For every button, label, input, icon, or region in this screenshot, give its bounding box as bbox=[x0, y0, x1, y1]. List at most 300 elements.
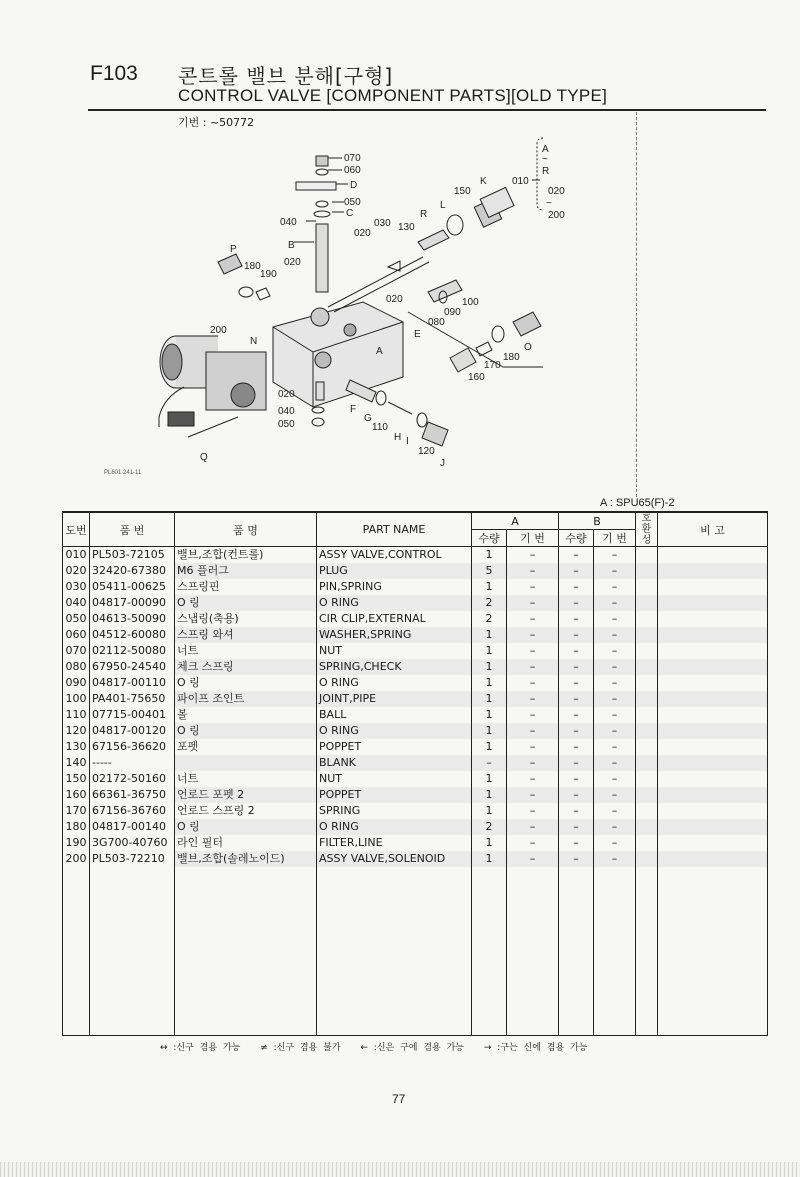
table-row bbox=[63, 563, 768, 579]
cell-name-en: O RING bbox=[317, 819, 472, 835]
svg-text:R: R bbox=[542, 166, 550, 177]
cell-remarks bbox=[658, 771, 768, 787]
cell-a-serial: – bbox=[507, 771, 559, 787]
cell-part-no: 04817-00110 bbox=[90, 675, 175, 691]
cell-interchange bbox=[636, 755, 658, 771]
cell-b-qty: – bbox=[559, 595, 594, 611]
cell-b-serial: – bbox=[594, 739, 636, 755]
svg-text:100: 100 bbox=[462, 297, 479, 308]
cell-a-qty: – bbox=[472, 755, 507, 771]
cell-name-ko: 파이프 조인트 bbox=[175, 691, 317, 707]
cell-b-serial: – bbox=[594, 611, 636, 627]
cell-name-en: ASSY VALVE,SOLENOID bbox=[317, 851, 472, 867]
exploded-parts-diagram bbox=[88, 112, 648, 492]
cell-name-en: SPRING,CHECK bbox=[317, 659, 472, 675]
cell-remarks bbox=[658, 851, 768, 867]
cell-name-en: PIN,SPRING bbox=[317, 579, 472, 595]
figure-code: PL601 241-11 bbox=[104, 470, 142, 476]
header-b-qty: 수량 bbox=[559, 530, 594, 547]
empty-cell bbox=[90, 867, 175, 1036]
cell-name-en: JOINT,PIPE bbox=[317, 691, 472, 707]
cell-remarks bbox=[658, 579, 768, 595]
cell-b-serial: – bbox=[594, 771, 636, 787]
cell-ref: 190 bbox=[63, 835, 90, 851]
cell-a-serial: – bbox=[507, 547, 559, 564]
cell-interchange bbox=[636, 611, 658, 627]
legend-item: ≠ :신구 겸용 불가 bbox=[260, 1043, 341, 1053]
cell-a-qty: 1 bbox=[472, 771, 507, 787]
cell-remarks bbox=[658, 659, 768, 675]
cell-a-serial: – bbox=[507, 755, 559, 771]
empty-cell bbox=[559, 867, 594, 1036]
svg-text:030: 030 bbox=[374, 218, 391, 229]
cell-ref: 110 bbox=[63, 707, 90, 723]
cell-part-no: 67156-36760 bbox=[90, 803, 175, 819]
cell-name-en: NUT bbox=[317, 771, 472, 787]
cell-ref: 130 bbox=[63, 739, 90, 755]
cell-a-qty: 1 bbox=[472, 675, 507, 691]
scan-edge bbox=[0, 1162, 800, 1177]
svg-text:L: L bbox=[440, 200, 446, 211]
cell-a-qty: 1 bbox=[472, 707, 507, 723]
cell-ref: 060 bbox=[63, 627, 90, 643]
legend-item: → :구는 신에 겸용 가능 bbox=[483, 1043, 588, 1053]
svg-text:~: ~ bbox=[546, 198, 552, 209]
svg-text:~: ~ bbox=[542, 154, 548, 165]
cell-a-serial: – bbox=[507, 787, 559, 803]
cell-a-qty: 2 bbox=[472, 611, 507, 627]
cell-name-en: NUT bbox=[317, 643, 472, 659]
svg-text:050: 050 bbox=[278, 419, 295, 430]
cell-interchange bbox=[636, 627, 658, 643]
cell-interchange bbox=[636, 675, 658, 691]
table-row bbox=[63, 579, 768, 595]
empty-cell bbox=[317, 867, 472, 1036]
svg-text:040: 040 bbox=[280, 217, 297, 228]
cell-name-ko: 밸브,조합(솔레노이드) bbox=[175, 851, 317, 867]
svg-text:090: 090 bbox=[444, 307, 461, 318]
table-row bbox=[63, 835, 768, 851]
cell-name-en: O RING bbox=[317, 595, 472, 611]
svg-text:020: 020 bbox=[386, 294, 403, 305]
empty-cell bbox=[472, 867, 507, 1036]
svg-text:020: 020 bbox=[354, 228, 371, 239]
cell-ref: 150 bbox=[63, 771, 90, 787]
cell-part-no: PL503-72210 bbox=[90, 851, 175, 867]
cell-name-en: SPRING bbox=[317, 803, 472, 819]
cell-b-serial: – bbox=[594, 787, 636, 803]
cell-b-qty: – bbox=[559, 835, 594, 851]
section-code: F103 bbox=[90, 62, 138, 85]
cell-b-qty: – bbox=[559, 771, 594, 787]
cell-remarks bbox=[658, 691, 768, 707]
svg-text:I: I bbox=[406, 436, 409, 447]
interchange-legend bbox=[160, 1040, 601, 1053]
cell-a-qty: 1 bbox=[472, 851, 507, 867]
svg-text:160: 160 bbox=[468, 372, 485, 383]
cell-interchange bbox=[636, 595, 658, 611]
cell-b-qty: – bbox=[559, 691, 594, 707]
cell-name-en: PLUG bbox=[317, 563, 472, 579]
cell-a-qty: 5 bbox=[472, 563, 507, 579]
table-row bbox=[63, 659, 768, 675]
cell-b-serial: – bbox=[594, 691, 636, 707]
svg-text:K: K bbox=[480, 176, 487, 187]
cell-b-serial: – bbox=[594, 579, 636, 595]
cell-remarks bbox=[658, 739, 768, 755]
cell-interchange bbox=[636, 547, 658, 564]
cell-interchange bbox=[636, 851, 658, 867]
cell-remarks bbox=[658, 819, 768, 835]
cell-part-no: 07715-00401 bbox=[90, 707, 175, 723]
svg-text:A: A bbox=[542, 144, 549, 155]
cell-b-serial: – bbox=[594, 835, 636, 851]
cell-a-serial: – bbox=[507, 691, 559, 707]
cell-ref: 020 bbox=[63, 563, 90, 579]
cell-name-ko: 밸브,조합(컨트롤) bbox=[175, 547, 317, 564]
table-row bbox=[63, 771, 768, 787]
cell-a-qty: 1 bbox=[472, 691, 507, 707]
svg-text:G: G bbox=[364, 413, 372, 424]
cell-a-qty: 1 bbox=[472, 643, 507, 659]
cell-interchange bbox=[636, 563, 658, 579]
cell-a-serial: – bbox=[507, 835, 559, 851]
empty-cell bbox=[636, 867, 658, 1036]
cell-a-serial: – bbox=[507, 723, 559, 739]
cell-interchange bbox=[636, 659, 658, 675]
table-row bbox=[63, 627, 768, 643]
cell-remarks bbox=[658, 835, 768, 851]
cell-part-no: 67156-36620 bbox=[90, 739, 175, 755]
cell-a-qty: 1 bbox=[472, 547, 507, 564]
cell-a-qty: 1 bbox=[472, 723, 507, 739]
svg-text:020: 020 bbox=[548, 186, 565, 197]
table-row bbox=[63, 707, 768, 723]
cell-ref: 070 bbox=[63, 643, 90, 659]
cell-remarks bbox=[658, 595, 768, 611]
cell-remarks bbox=[658, 643, 768, 659]
cell-remarks bbox=[658, 755, 768, 771]
cell-b-qty: – bbox=[559, 851, 594, 867]
table-row bbox=[63, 547, 768, 564]
table-row bbox=[63, 675, 768, 691]
cell-part-no: 02112-50080 bbox=[90, 643, 175, 659]
legend-item: ← :신은 구에 겸용 가능 bbox=[360, 1043, 464, 1053]
svg-text:F: F bbox=[350, 404, 357, 415]
svg-text:110: 110 bbox=[372, 422, 388, 433]
cell-b-qty: – bbox=[559, 659, 594, 675]
cell-a-qty: 2 bbox=[472, 819, 507, 835]
cell-part-no: ----- bbox=[90, 755, 175, 771]
svg-text:020: 020 bbox=[278, 389, 295, 400]
cell-interchange bbox=[636, 739, 658, 755]
cell-part-no: 32420-67380 bbox=[90, 563, 175, 579]
cell-ref: 170 bbox=[63, 803, 90, 819]
header-interchange: 호 환 성 bbox=[636, 512, 658, 547]
cell-b-qty: – bbox=[559, 723, 594, 739]
cell-name-en: POPPET bbox=[317, 739, 472, 755]
cell-part-no: 04817-00090 bbox=[90, 595, 175, 611]
svg-text:020: 020 bbox=[284, 257, 301, 268]
cell-a-qty: 1 bbox=[472, 627, 507, 643]
cell-b-qty: – bbox=[559, 739, 594, 755]
table-row bbox=[63, 851, 768, 867]
cell-a-qty: 1 bbox=[472, 739, 507, 755]
cell-remarks bbox=[658, 547, 768, 564]
cell-interchange bbox=[636, 803, 658, 819]
cell-part-no: 66361-36750 bbox=[90, 787, 175, 803]
cell-remarks bbox=[658, 803, 768, 819]
cell-interchange bbox=[636, 787, 658, 803]
cell-b-qty: – bbox=[559, 547, 594, 564]
cell-a-serial: – bbox=[507, 627, 559, 643]
cell-name-ko: 너트 bbox=[175, 643, 317, 659]
svg-text:E: E bbox=[414, 329, 421, 340]
cell-part-no: 04613-50090 bbox=[90, 611, 175, 627]
cell-name-ko: M6 플러그 bbox=[175, 563, 317, 579]
cell-name-ko: 라인 필터 bbox=[175, 835, 317, 851]
svg-text:200: 200 bbox=[548, 210, 565, 221]
svg-text:040: 040 bbox=[278, 406, 295, 417]
cell-b-serial: – bbox=[594, 627, 636, 643]
svg-text:180: 180 bbox=[244, 261, 261, 272]
table-row bbox=[63, 755, 768, 771]
model-note: A : SPU65(F)-2 bbox=[600, 497, 675, 509]
cell-name-en: BLANK bbox=[317, 755, 472, 771]
svg-text:D: D bbox=[350, 180, 358, 191]
cell-a-qty: 1 bbox=[472, 787, 507, 803]
cell-interchange bbox=[636, 643, 658, 659]
cell-part-no: 67950-24540 bbox=[90, 659, 175, 675]
cell-interchange bbox=[636, 579, 658, 595]
cell-b-qty: – bbox=[559, 819, 594, 835]
table-row bbox=[63, 803, 768, 819]
svg-text:R: R bbox=[420, 209, 428, 220]
cell-name-ko: 너트 bbox=[175, 771, 317, 787]
cell-interchange bbox=[636, 691, 658, 707]
serial-range: 기번 : ~50772 bbox=[178, 116, 255, 129]
table-filler bbox=[63, 867, 768, 1036]
svg-text:130: 130 bbox=[398, 222, 415, 233]
table-row bbox=[63, 739, 768, 755]
cell-b-serial: – bbox=[594, 851, 636, 867]
cell-b-serial: – bbox=[594, 723, 636, 739]
cell-b-qty: – bbox=[559, 579, 594, 595]
table-row bbox=[63, 611, 768, 627]
svg-text:080: 080 bbox=[428, 317, 445, 328]
table-row bbox=[63, 787, 768, 803]
cell-b-serial: – bbox=[594, 659, 636, 675]
cell-b-serial: – bbox=[594, 563, 636, 579]
svg-text:O: O bbox=[524, 342, 532, 353]
cell-a-serial: – bbox=[507, 675, 559, 691]
cell-name-en: CIR CLIP,EXTERNAL bbox=[317, 611, 472, 627]
header-part-no: 품 번 bbox=[90, 512, 175, 547]
cell-ref: 040 bbox=[63, 595, 90, 611]
svg-text:Q: Q bbox=[200, 452, 208, 463]
header-remarks: 비 고 bbox=[658, 512, 768, 547]
cell-name-ko: 스냅링(축용) bbox=[175, 611, 317, 627]
cell-name-en: POPPET bbox=[317, 787, 472, 803]
svg-text:150: 150 bbox=[454, 186, 471, 197]
cell-name-ko: 볼 bbox=[175, 707, 317, 723]
header-name-ko: 품 명 bbox=[175, 512, 317, 547]
cell-name-ko: 스프링핀 bbox=[175, 579, 317, 595]
cell-interchange bbox=[636, 707, 658, 723]
cell-a-serial: – bbox=[507, 819, 559, 835]
cell-remarks bbox=[658, 563, 768, 579]
cell-interchange bbox=[636, 819, 658, 835]
cell-a-serial: – bbox=[507, 659, 559, 675]
cell-a-serial: – bbox=[507, 643, 559, 659]
title-divider bbox=[88, 109, 766, 111]
cell-ref: 140 bbox=[63, 755, 90, 771]
cell-b-serial: – bbox=[594, 707, 636, 723]
cell-a-serial: – bbox=[507, 803, 559, 819]
cell-a-serial: – bbox=[507, 595, 559, 611]
cell-name-ko bbox=[175, 755, 317, 771]
cell-ref: 180 bbox=[63, 819, 90, 835]
svg-text:050: 050 bbox=[344, 197, 361, 208]
cell-a-serial: – bbox=[507, 579, 559, 595]
cell-name-en: O RING bbox=[317, 675, 472, 691]
cell-b-qty: – bbox=[559, 755, 594, 771]
svg-text:J: J bbox=[440, 458, 445, 469]
cell-a-qty: 1 bbox=[472, 835, 507, 851]
cell-name-ko: O 링 bbox=[175, 819, 317, 835]
cell-ref: 090 bbox=[63, 675, 90, 691]
table-row bbox=[63, 723, 768, 739]
cell-b-serial: – bbox=[594, 595, 636, 611]
cell-name-ko: 포펫 bbox=[175, 739, 317, 755]
cell-a-qty: 1 bbox=[472, 579, 507, 595]
cell-b-qty: – bbox=[559, 643, 594, 659]
cell-ref: 080 bbox=[63, 659, 90, 675]
svg-text:070: 070 bbox=[344, 153, 361, 164]
cell-remarks bbox=[658, 627, 768, 643]
header-name-en: PART NAME bbox=[317, 512, 472, 547]
cell-name-ko: 스프링 와셔 bbox=[175, 627, 317, 643]
cell-name-ko: O 링 bbox=[175, 723, 317, 739]
cell-b-qty: – bbox=[559, 611, 594, 627]
cell-remarks bbox=[658, 611, 768, 627]
cell-b-qty: – bbox=[559, 675, 594, 691]
cell-remarks bbox=[658, 787, 768, 803]
cell-b-serial: – bbox=[594, 675, 636, 691]
cell-ref: 100 bbox=[63, 691, 90, 707]
table-row bbox=[63, 691, 768, 707]
cell-ref: 030 bbox=[63, 579, 90, 595]
cell-name-en: ASSY VALVE,CONTROL bbox=[317, 547, 472, 564]
cell-remarks bbox=[658, 707, 768, 723]
svg-text:010: 010 bbox=[512, 176, 529, 187]
cell-remarks bbox=[658, 723, 768, 739]
empty-cell bbox=[507, 867, 559, 1036]
page-title-english: CONTROL VALVE [COMPONENT PARTS][OLD TYPE] bbox=[178, 86, 608, 105]
cell-a-serial: – bbox=[507, 851, 559, 867]
cell-a-serial: – bbox=[507, 739, 559, 755]
cell-a-qty: 2 bbox=[472, 595, 507, 611]
svg-text:A: A bbox=[376, 346, 383, 357]
cell-interchange bbox=[636, 723, 658, 739]
cell-part-no: 02172-50160 bbox=[90, 771, 175, 787]
svg-text:200: 200 bbox=[210, 325, 227, 336]
cell-ref: 160 bbox=[63, 787, 90, 803]
svg-text:P: P bbox=[230, 244, 237, 255]
cell-a-qty: 1 bbox=[472, 659, 507, 675]
cell-name-en: FILTER,LINE bbox=[317, 835, 472, 851]
cell-part-no: 05411-00625 bbox=[90, 579, 175, 595]
cell-b-qty: – bbox=[559, 563, 594, 579]
cell-ref: 010 bbox=[63, 547, 90, 564]
cell-name-ko: 체크 스프링 bbox=[175, 659, 317, 675]
cell-name-en: WASHER,SPRING bbox=[317, 627, 472, 643]
header-group-a: A bbox=[472, 512, 559, 530]
cell-b-qty: – bbox=[559, 787, 594, 803]
cell-b-qty: – bbox=[559, 627, 594, 643]
cell-b-serial: – bbox=[594, 803, 636, 819]
cell-name-en: BALL bbox=[317, 707, 472, 723]
cell-a-qty: 1 bbox=[472, 803, 507, 819]
svg-text:180: 180 bbox=[503, 352, 520, 363]
cell-a-serial: – bbox=[507, 611, 559, 627]
cell-ref: 050 bbox=[63, 611, 90, 627]
cell-ref: 200 bbox=[63, 851, 90, 867]
header-ref: 도번 bbox=[63, 512, 90, 547]
cell-b-qty: – bbox=[559, 803, 594, 819]
legend-item: ↔ :신구 겸용 가능 bbox=[160, 1043, 241, 1053]
cell-part-no: 3G700-40760 bbox=[90, 835, 175, 851]
svg-text:190: 190 bbox=[260, 269, 277, 280]
cell-interchange bbox=[636, 771, 658, 787]
cell-ref: 120 bbox=[63, 723, 90, 739]
cell-b-qty: – bbox=[559, 707, 594, 723]
empty-cell bbox=[658, 867, 768, 1036]
empty-cell bbox=[63, 867, 90, 1036]
svg-text:170: 170 bbox=[484, 360, 501, 371]
header-group-b: B bbox=[559, 512, 636, 530]
table-row bbox=[63, 643, 768, 659]
cell-name-en: O RING bbox=[317, 723, 472, 739]
svg-text:120: 120 bbox=[418, 446, 435, 457]
svg-text:H: H bbox=[394, 432, 402, 443]
table-row bbox=[63, 819, 768, 835]
table-row bbox=[63, 595, 768, 611]
svg-text:060: 060 bbox=[344, 165, 361, 176]
cell-interchange bbox=[636, 835, 658, 851]
cell-name-ko: 언로드 포펫 2 bbox=[175, 787, 317, 803]
empty-cell bbox=[594, 867, 636, 1036]
page-number: 77 bbox=[392, 1092, 406, 1106]
header-a-qty: 수량 bbox=[472, 530, 507, 547]
parts-table bbox=[62, 511, 768, 1036]
cell-b-serial: – bbox=[594, 547, 636, 564]
empty-cell bbox=[175, 867, 317, 1036]
cell-remarks bbox=[658, 675, 768, 691]
cell-part-no: PA401-75650 bbox=[90, 691, 175, 707]
cell-part-no: 04512-60080 bbox=[90, 627, 175, 643]
cell-b-serial: – bbox=[594, 755, 636, 771]
svg-text:B: B bbox=[288, 240, 295, 251]
cell-a-serial: – bbox=[507, 707, 559, 723]
header-a-serial: 기 번 bbox=[507, 530, 559, 547]
cell-part-no: 04817-00140 bbox=[90, 819, 175, 835]
cell-name-ko: O 링 bbox=[175, 675, 317, 691]
cell-b-serial: – bbox=[594, 819, 636, 835]
cell-name-ko: 언로드 스프링 2 bbox=[175, 803, 317, 819]
cell-name-ko: O 링 bbox=[175, 595, 317, 611]
cell-part-no: 04817-00120 bbox=[90, 723, 175, 739]
